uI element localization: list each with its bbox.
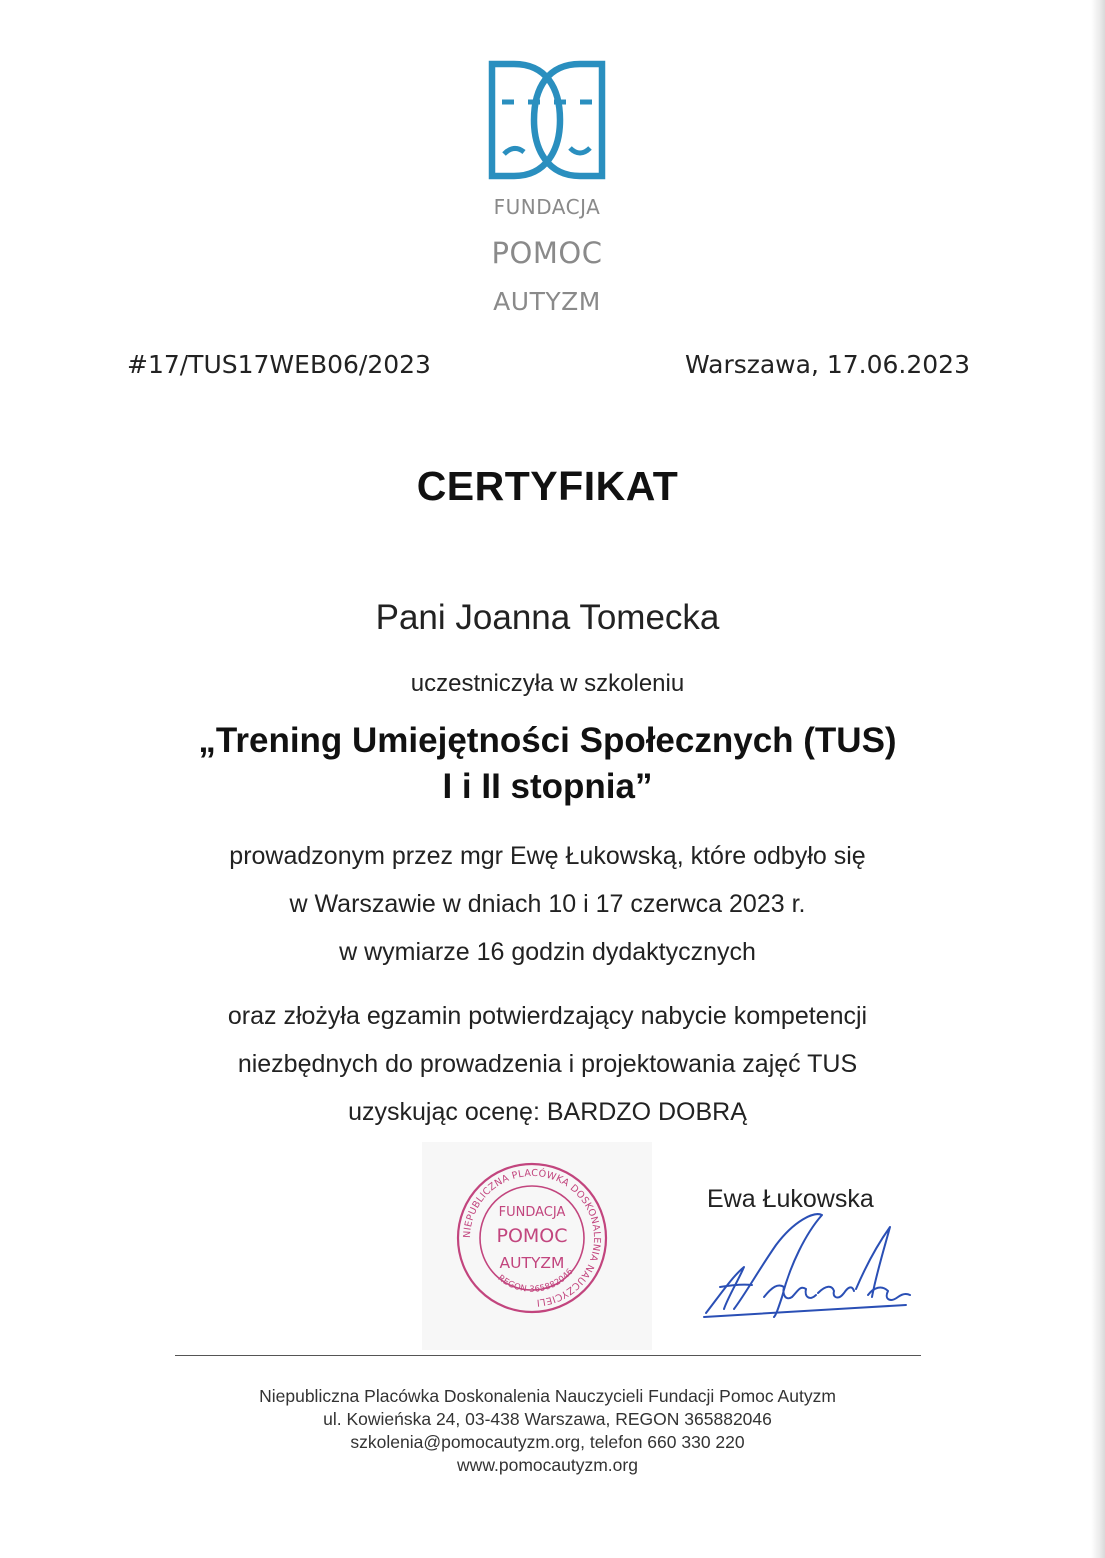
handwritten-signature [698,1205,913,1325]
foundation-stamp [452,1158,612,1318]
stamp-regon: REGON 365882046 [495,1266,576,1295]
participated-text: uczestniczyła w szkoleniu [410,670,685,697]
stamp-line-1: FUNDACJA [498,1205,566,1220]
stamp-line-2: POMOC [496,1225,568,1247]
signer-name: Ewa Łukowska [707,1185,874,1213]
course-title [0,718,1095,810]
body-line: w Warszawie w dniach 10 i 17 czerwca 2023 r. [289,890,806,918]
footer-divider [175,1355,921,1356]
body-line: oraz złożyła egzamin potwierdzający nabycie kompetencji [227,1002,868,1030]
certificate-title: CERTYFIKAT [416,463,679,509]
body-line: w wymiarze 16 godzin dydaktycznych [339,938,756,966]
logo-text-autyzm: AUTYZM [493,287,601,316]
footer-institution: Niepubliczna Placówka Doskonalenia Nauczycieli Fundacji Pomoc Autyzm [259,1386,836,1406]
body-line: niezbędnych do prowadzenia i projektowania zajęć TUS [237,1050,858,1078]
recipient-name: Pani Joanna Tomecka [375,598,720,637]
footer-address: ul. Kowieńska 24, 03-438 Warszawa, REGON 365882046 [323,1409,772,1429]
course-title-line-2: I i II stopnia” [442,767,653,806]
body-line: prowadzonym przez mgr Ewę Łukowską, które odbyło się [229,842,866,870]
certificate-reference-number: #17/TUS17WEB06/2023 [127,350,431,379]
logo-text-pomoc: POMOC [491,236,603,270]
stamp-line-3: AUTYZM [499,1254,565,1272]
footer-website[interactable]: www.pomocautyzm.org [457,1455,638,1475]
footer-contact: szkolenia@pomocautyzm.org, telefon 660 330 220 [350,1432,745,1452]
theatre-masks-icon [484,58,610,182]
stamp-ring-text: NIEPUBLICZNA PLACÓWKA DOSKONALENIA NAUCZYCIELI [461,1167,603,1308]
course-title-line-1: „Trening Umiejętności Społecznych (TUS) [198,721,897,760]
place-and-date: Warszawa, 17.06.2023 [685,350,970,379]
logo-text-fundacja: FUNDACJA [493,195,601,219]
body-line: uzyskując ocenę: BARDZO DOBRĄ [348,1098,747,1126]
